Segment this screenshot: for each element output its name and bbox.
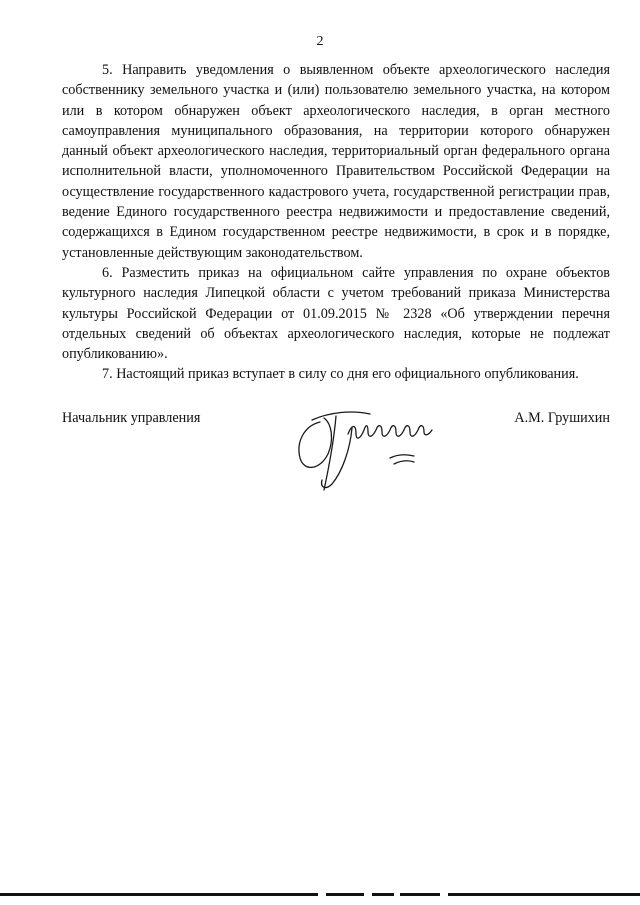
paragraph-6: 6. Разместить приказ на официальном сайте управления по охране объектов культурного наследия Липецкой области с учетом требований приказа Министерства культуры Российской Федерации от 01.09.2015 № 2328 «Об утверждении перечня отдельных сведений об объектах археологического наследия, которые не подлежат опубликованию». — [62, 264, 610, 363]
signer-title: Начальник управления — [62, 410, 201, 426]
paragraph-5: 5. Направить уведомления о выявленном объекте археологического наследия собственнику земельного участка и (или) пользователю земельного участка, на котором или в котором обнаружен объект археологического наследия, в орган местного самоуправления муниципального образования, на территории которого обнаружен данный объект археологического наследия, территориальный орган федерального органа исполнительной власти, уполномоченного Правительством Российской Федерации на осуществление государственного кадастрового учета, государственной регистрации прав, ведение Единого государственного реестра недвижимости и предоставление сведений, содержащихся в Едином государственном реестре недвижимости, в срок и в порядке, установленные действующим законодательством. — [62, 62, 610, 261]
page-number: 2 — [316, 34, 324, 49]
paragraph-7: 7. Настоящий приказ вступает в силу со дня его официального опубликования. — [102, 366, 579, 383]
signature-block — [62, 400, 610, 510]
signer-name: А.М. Грушихин — [514, 410, 610, 426]
document-body — [62, 60, 610, 385]
handwritten-signature — [290, 400, 440, 495]
bottom-edge-lines — [0, 892, 640, 898]
